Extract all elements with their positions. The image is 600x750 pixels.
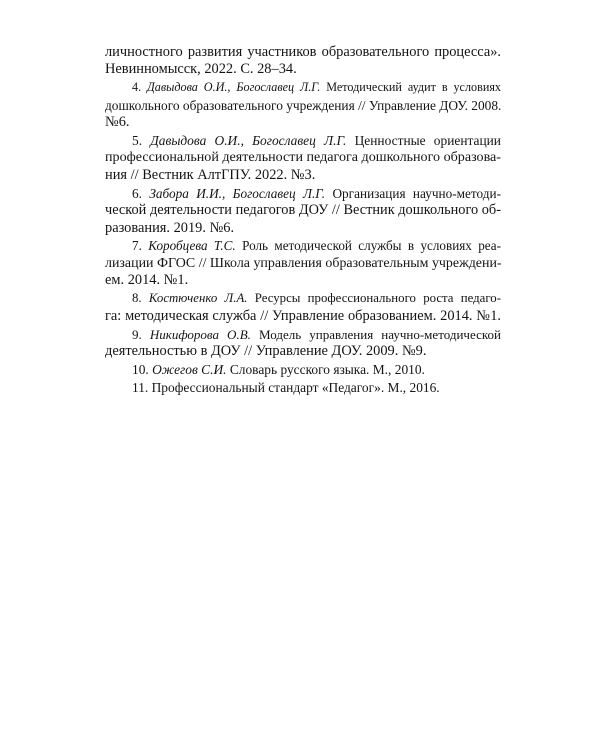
reference-author: Забора И.И., Богославец Л.Г.: [149, 185, 326, 201]
reference-author: Ожегов С.И.: [152, 361, 227, 377]
reference-line: [105, 290, 501, 307]
reference-text: Ресурсы профессионального роста педаго-: [247, 291, 501, 306]
reference-item: [105, 44, 501, 79]
reference-text: профессиональной деятельности педагога дошкольного образова-: [105, 149, 501, 166]
reference-number: 8.: [132, 291, 142, 306]
reference-number: 6.: [132, 185, 142, 201]
reference-text: Организация научно-методи-: [325, 185, 502, 201]
reference-item: [105, 237, 501, 289]
reference-text: Словарь русского языка. М., 2010.: [226, 361, 425, 377]
reference-number: 5.: [132, 133, 143, 149]
reference-item: [105, 79, 501, 131]
reference-author: Никифорова О.В.: [149, 326, 251, 342]
reference-line: [105, 202, 501, 219]
reference-item: [105, 185, 501, 237]
reference-list: [105, 44, 501, 397]
reference-number: 4.: [132, 80, 142, 95]
reference-text: ем. 2014. №1.: [105, 272, 189, 289]
reference-text: Профессиональный стандарт «Педагог». М., 2016.: [151, 379, 440, 395]
reference-item: [105, 132, 501, 184]
reference-text: Ценностные ориентации: [346, 133, 501, 149]
reference-line: [105, 167, 501, 184]
reference-text: Невинномысск, 2022. С. 28–34.: [105, 61, 297, 78]
reference-text: Методический аудит в условиях: [320, 80, 502, 95]
reference-item: [105, 290, 501, 325]
reference-line: [105, 379, 501, 396]
reference-text: деятельностью в ДОУ // Управление ДОУ. 2009. №9.: [105, 342, 427, 359]
reference-line: [105, 149, 501, 166]
reference-line: [105, 114, 501, 131]
reference-author: Давыдова О.И., Богославец Л.Г.: [150, 133, 347, 149]
reference-line: [105, 326, 501, 343]
reference-author: Коробцева Т.С.: [148, 238, 236, 254]
reference-text: дошкольного образовательного учреждения // Управление ДОУ. 2008.: [105, 97, 502, 113]
reference-item: [105, 361, 501, 378]
reference-line: [105, 255, 501, 272]
reference-text: лизации ФГОС // Школа управления образовательным учреждени-: [105, 255, 502, 271]
reference-line: [105, 79, 501, 96]
reference-text: ческой деятельности педагогов ДОУ // Вестник дошкольного об-: [105, 202, 501, 219]
reference-line: [105, 220, 501, 237]
reference-text: разования. 2019. №6.: [105, 219, 235, 236]
reference-number: 10.: [132, 361, 149, 377]
reference-line: [105, 97, 501, 114]
reference-line: [105, 185, 501, 202]
reference-author: Давыдова О.И., Богославец Л.Г.: [147, 80, 321, 95]
reference-author: Костюченко Л.А.: [148, 291, 248, 306]
reference-number: 9.: [132, 326, 142, 342]
reference-text: Модель управления научно-методической: [250, 326, 501, 342]
reference-line: [105, 343, 501, 360]
reference-item: [105, 379, 501, 396]
reference-number: 7.: [132, 238, 142, 254]
reference-line: [105, 272, 501, 289]
reference-text: Роль методической службы в условиях реа-: [235, 238, 501, 254]
reference-text: ния // Вестник АлтГПУ. 2022. №3.: [105, 166, 316, 183]
reference-line: [105, 61, 501, 78]
reference-line: [105, 237, 501, 254]
reference-line: [105, 308, 501, 325]
reference-line: [105, 132, 501, 149]
reference-item: [105, 326, 501, 361]
reference-number: 11.: [132, 379, 149, 395]
reference-text: га: методическая служба // Управление образованием. 2014. №1.: [105, 307, 501, 324]
reference-line: [105, 361, 501, 378]
reference-text: №6.: [105, 114, 130, 131]
reference-text: личностного развития участников образовательного процесса».: [105, 44, 501, 60]
reference-line: [105, 44, 501, 61]
